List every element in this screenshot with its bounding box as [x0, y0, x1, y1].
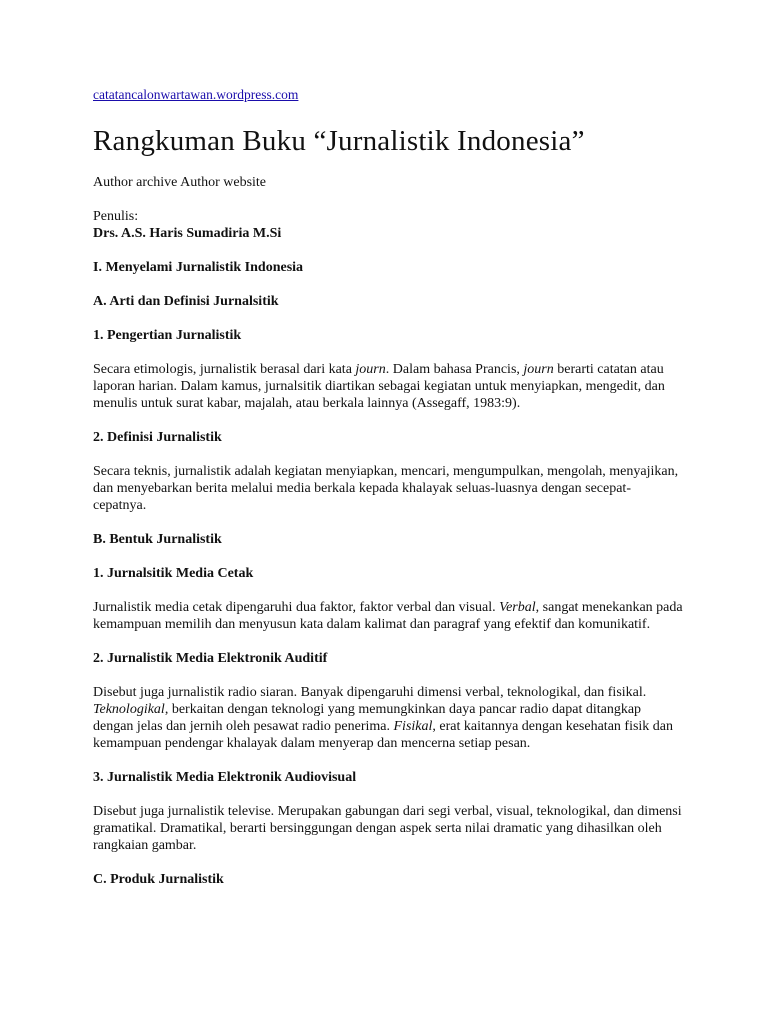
paragraph-pengertian: Secara etimologis, jurnalistik berasal dari kata journ. Dalam bahasa Prancis, journ berarti catatan atau laporan harian. Dalam kamus, jurnalsitik diartikan sebagai kegiatan untuk menyiapkan, mengedit, dan menulis untuk surat kabar, majalah, atau berkala lainnya (Assegaff, 1983:9).: [93, 362, 665, 411]
heading-section-a: A. Arti dan Definisi Jurnalsitik: [93, 294, 279, 309]
heading-a-2: 2. Definisi Jurnalistik: [93, 430, 222, 445]
source-link[interactable]: catatancalonwartawan.wordpress.com: [93, 87, 299, 102]
author-archive-text: Author archive Author website: [93, 175, 267, 190]
paragraph-audiovisual: Disebut juga jurnalistik televise. Merupakan gabungan dari segi verbal, visual, teknologikal, dan dimensi gramatikal. Dramatikal, berarti bersinggungan dengan aspek serta nilai dramatic yang dihasilkan oleh rangkaian gambar.: [93, 804, 682, 853]
heading-b-3: 3. Jurnalistik Media Elektronik Audiovisual: [93, 770, 357, 785]
heading-chapter-1: I. Menyelami Jurnalistik Indonesia: [93, 260, 304, 275]
author-name: Drs. A.S. Haris Sumadiria M.Si: [93, 226, 282, 241]
paragraph-definisi: Secara teknis, jurnalistik adalah kegiatan menyiapkan, mencari, mengumpulkan, mengolah, menyajikan, dan menyebarkan berita melalui media berkala kepada khalayak seluas-luasnya dengan secepat-cepatnya.: [93, 464, 679, 513]
heading-b-1: 1. Jurnalsitik Media Cetak: [93, 566, 254, 581]
document-page: [93, 86, 683, 888]
paragraph-auditif: Disebut juga jurnalistik radio siaran. Banyak dipengaruhi dimensi verbal, teknologikal, dan fisikal. Teknologikal, berkaitan dengan teknologi yang memungkinkan daya pancar radio dapat ditangkap dengan jelas dan jernih oleh pesawat radio penerima. Fisikal, erat kaitannya dengan kesehatan fisik dan kemampuan pendengar khalayak dalam menyerap dan mencerna setiap pesan.: [93, 685, 674, 751]
heading-section-c: C. Produk Jurnalistik: [93, 872, 224, 887]
paragraph-media-cetak: Jurnalistik media cetak dipengaruhi dua faktor, faktor verbal dan visual. Verbal, sangat menekankan pada kemampuan memilih dan menyusun kata dalam kalimat dan paragraf yang efektif dan komunikatif.: [93, 600, 683, 632]
heading-section-b: B. Bentuk Jurnalistik: [93, 532, 222, 547]
page-title: Rangkuman Buku “Jurnalistik Indonesia”: [93, 125, 585, 157]
heading-a-1: 1. Pengertian Jurnalistik: [93, 328, 242, 343]
author-label: Penulis:: [93, 209, 139, 224]
heading-b-2: 2. Jurnalistik Media Elektronik Auditif: [93, 651, 328, 666]
